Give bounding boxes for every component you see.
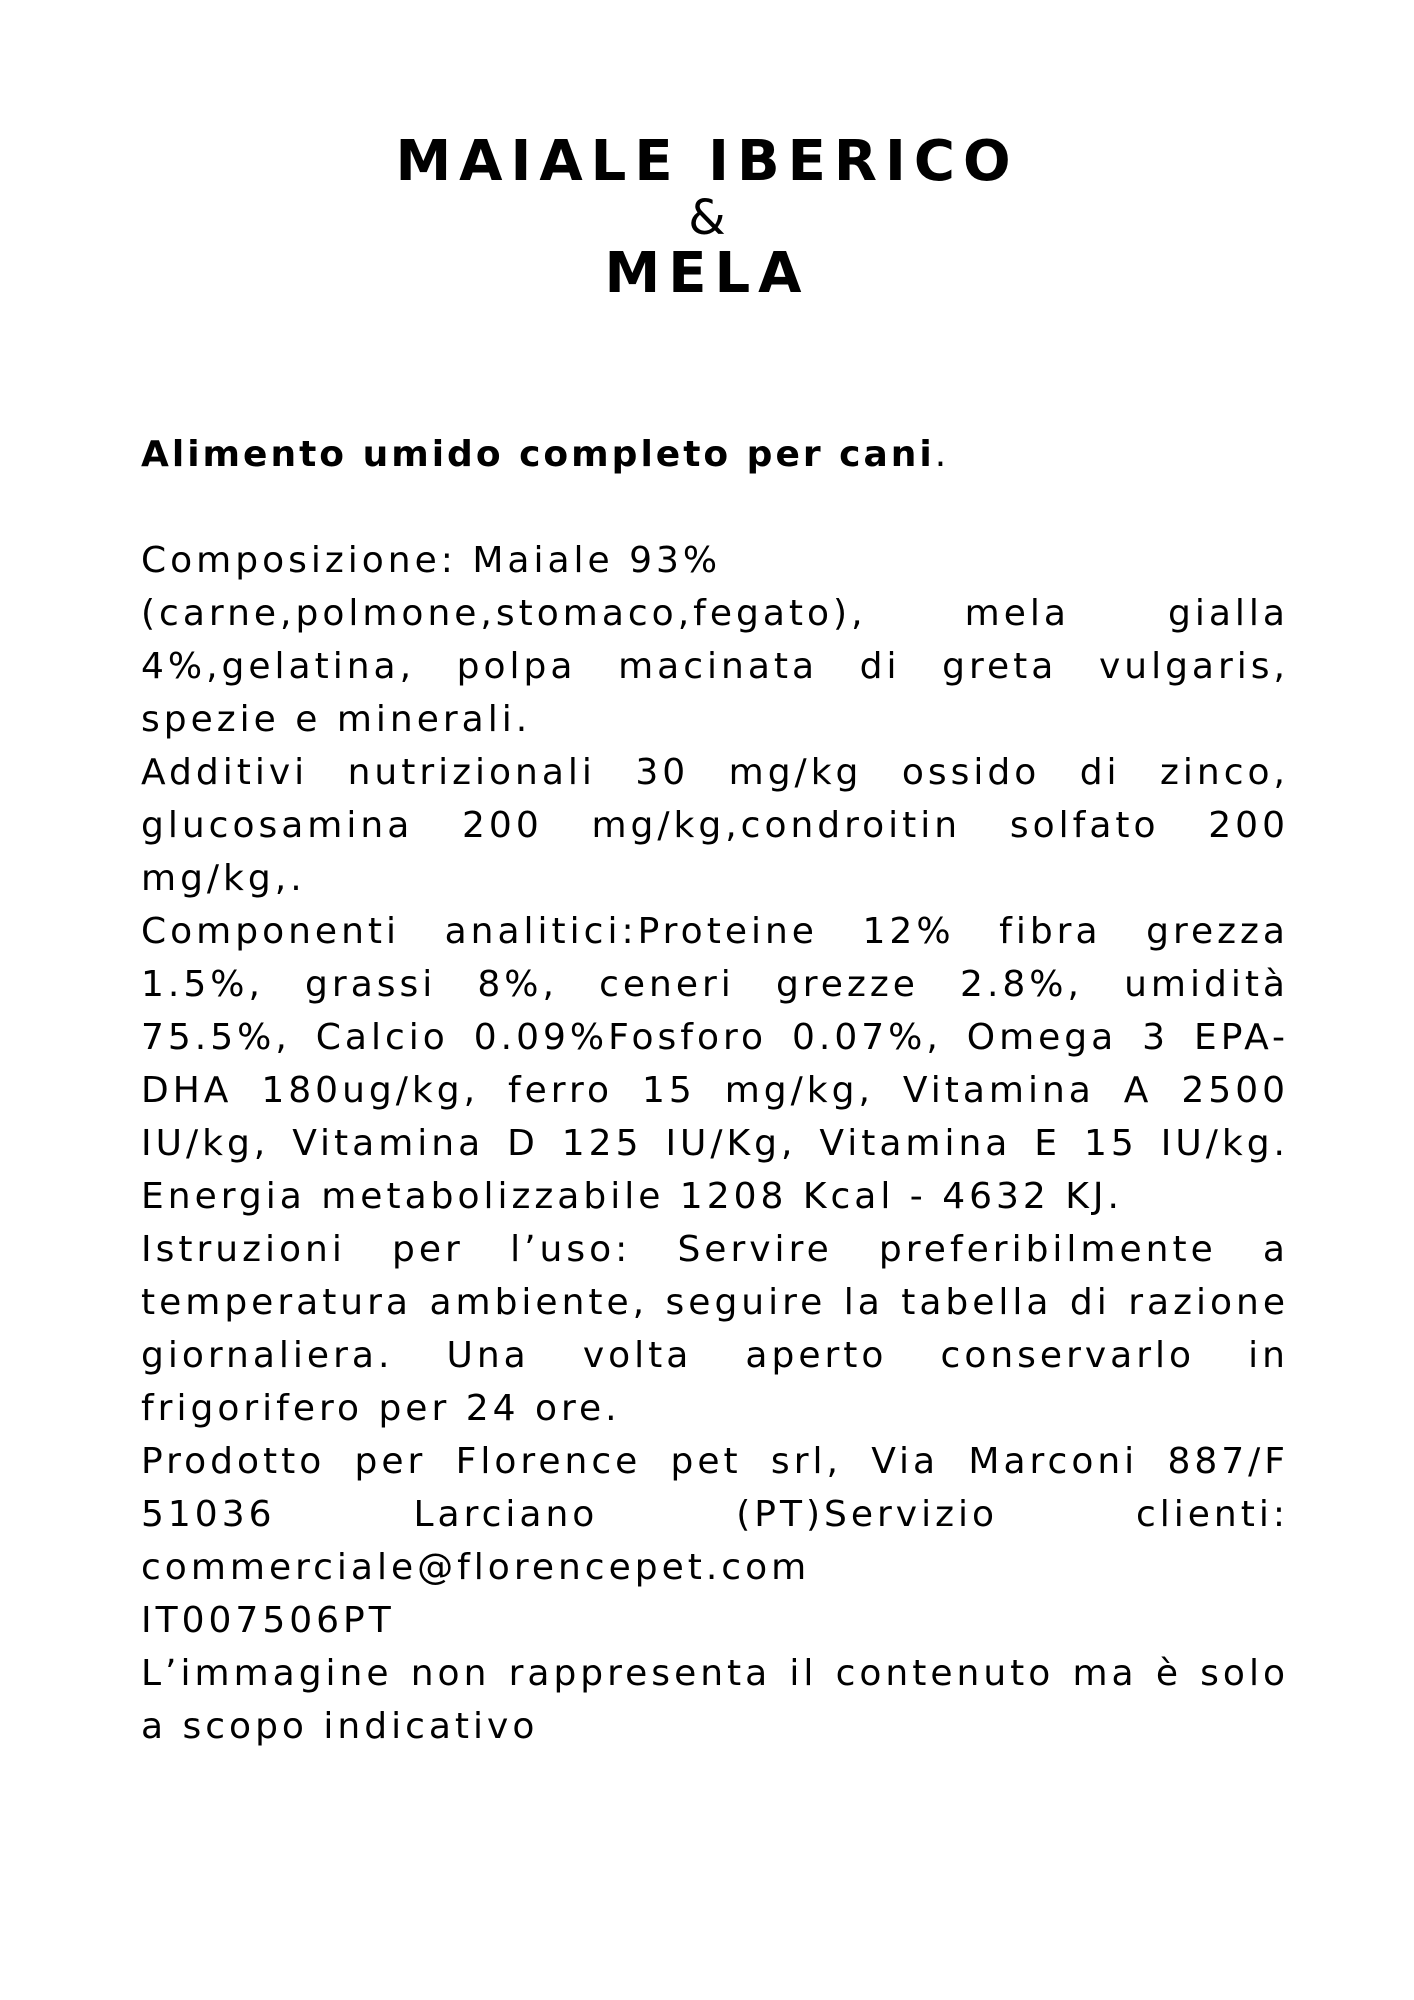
usage-instructions-text: Istruzioni per l’uso: Servire preferibilmente a temperatura ambiente, seguire la tabella di razione giornaliera. Una volta aperto conservarlo in frigorifero per 24 ore. bbox=[141, 1229, 1289, 1429]
title-line-1: MAIALE IBERICO bbox=[395, 129, 1019, 194]
additives-text: Additivi nutrizionali 30 mg/kg ossido di zinco, glucosamina 200 mg/kg,condroitin solfato 200 mg/kg,. bbox=[141, 752, 1289, 899]
image-disclaimer: L’immagine non rappresenta il contenuto ma è solo a scopo indicativo bbox=[141, 1653, 1289, 1747]
label-text bbox=[141, 428, 1289, 1753]
manufacturer-text: Prodotto per Florence pet srl, Via Marconi 887/F 51036 Larciano (PT)Servizio clienti: commerciale@florencepet.com bbox=[141, 1441, 1289, 1588]
registration-code: IT007506PT bbox=[141, 1600, 395, 1641]
description-bold: Alimento umido completo per cani bbox=[141, 434, 935, 475]
product-description bbox=[141, 428, 1289, 481]
title-line-2: MELA bbox=[604, 241, 810, 306]
description-period: . bbox=[934, 434, 950, 475]
product-title bbox=[0, 129, 1414, 306]
title-ampersand: & bbox=[688, 190, 726, 246]
composition-heading: Composizione: Maiale 93% bbox=[141, 540, 722, 581]
composition-text: (carne,polmone,stomaco,fegato), mela gialla 4%,gelatina, polpa macinata di greta vulgaris, spezie e minerali. bbox=[141, 593, 1289, 740]
analytical-components-text: Componenti analitici:Proteine 12% fibra grezza 1.5%, grassi 8%, ceneri grezze 2.8%, umidità 75.5%, Calcio 0.09%Fosforo 0.07%, Omega 3 EPA-DHA 180ug/kg, ferro 15 mg/kg, Vitamina A 2500 IU/kg, Vitamina D 125 IU/Kg, Vitamina E 15 IU/kg. Energia metabolizzabile 1208 Kcal - 4632 KJ. bbox=[141, 911, 1289, 1217]
